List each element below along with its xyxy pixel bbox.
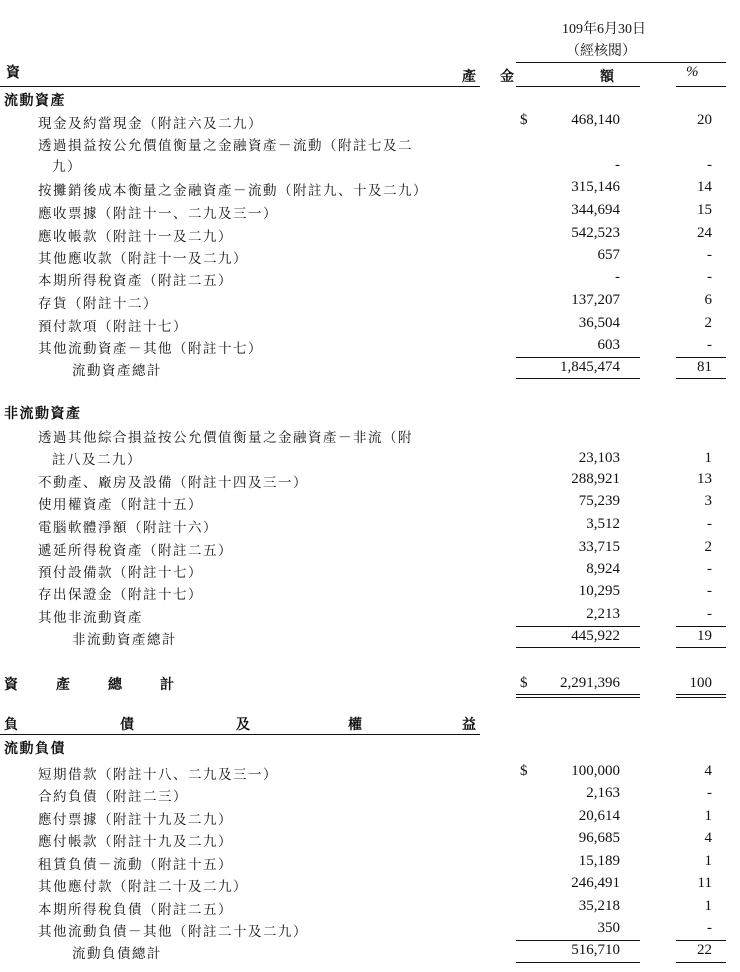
period-date: 109年6月30日 <box>562 22 646 37</box>
col-amount-1: 金 <box>500 69 516 85</box>
noncurrent-assets-title: 非流動資產 <box>4 406 82 422</box>
col-amount-2: 額 <box>600 69 616 85</box>
current-liabilities-title: 流動負債 <box>4 741 66 757</box>
col-pct: % <box>686 64 699 80</box>
assets-heading-2: 產 <box>462 69 478 85</box>
assets-heading-1: 資 <box>6 65 22 81</box>
reviewed-note: （經核閱） <box>566 44 636 59</box>
current-assets-title: 流動資產 <box>4 93 66 109</box>
